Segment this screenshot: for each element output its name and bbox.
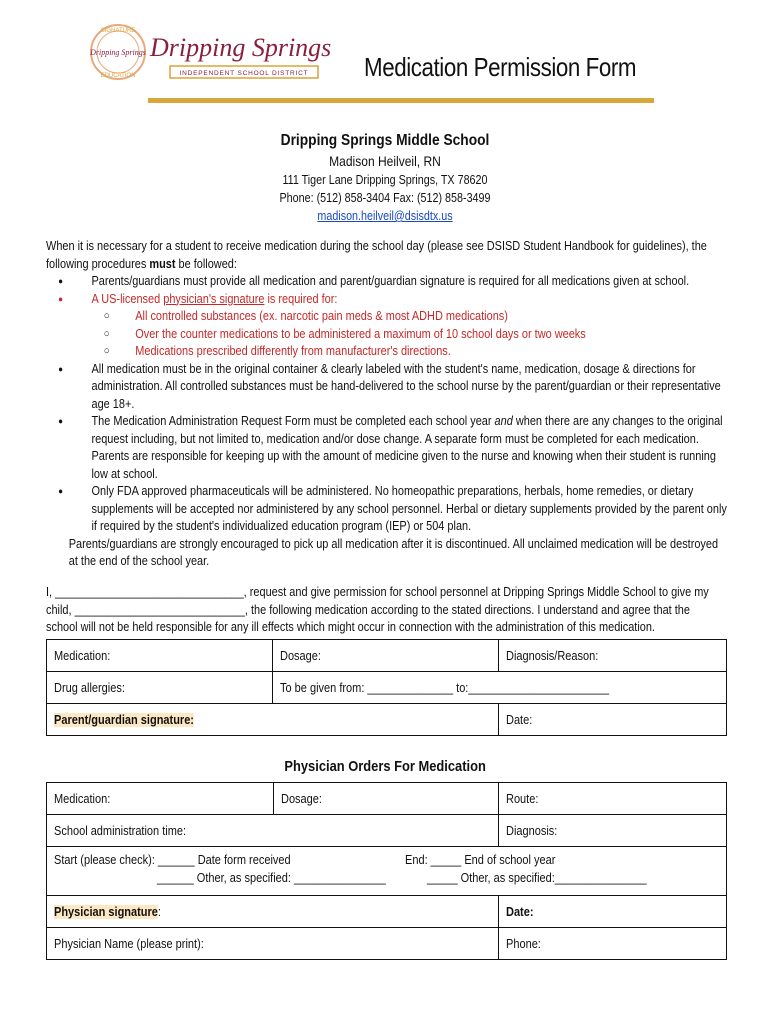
start-line-1: Start (please check): ______ Date form received xyxy=(54,853,291,867)
list-item: ○ Medications prescribed differently from manufacturer's directions. xyxy=(92,343,729,361)
medication-field[interactable]: Medication: xyxy=(47,640,273,672)
end-line-1: End: _____ End of school year xyxy=(405,853,556,867)
parent-medication-table xyxy=(46,639,727,736)
physician-orders-heading: Physician Orders For Medication xyxy=(284,758,486,775)
physician-medication-field[interactable]: Medication: xyxy=(47,783,274,815)
dosage-field[interactable]: Dosage: xyxy=(273,640,499,672)
physician-phone-field[interactable]: Phone: xyxy=(499,928,727,960)
list-item: ● Only FDA approved pharmaceuticals will be administered. No homeopathic preparations, herbals, home remedies, or dietary supplements will be accepted nor administered by any school personnel. Herbal or dietary supplements provided by the parent only if required by the student's individualized education program (IEP) or 504 plan. xyxy=(46,483,729,536)
list-item: ● Parents/guardians must provide all medication and parent/guardian signature is required for all medications given at school. xyxy=(46,273,729,291)
consent-line-1: I, _______________________________, request and give permission for school personnel at Dripping Springs Middle School to give my xyxy=(46,585,709,599)
physician-name-field[interactable]: Physician Name (please print): xyxy=(47,928,499,960)
district-tagline: INDEPENDENT SCHOOL DISTRICT xyxy=(179,70,309,77)
procedures-section xyxy=(46,238,729,571)
seal-ring-top: SIGNATURE xyxy=(100,28,136,34)
title-divider xyxy=(148,98,654,103)
start-end-field[interactable] xyxy=(47,847,727,896)
school-contact-block xyxy=(0,130,770,225)
seal-text: Dripping Springs xyxy=(90,48,146,57)
form-title: Medication Permission Form xyxy=(364,52,637,82)
parent-date-field[interactable]: Date: xyxy=(499,704,727,736)
drug-allergies-field[interactable]: Drug allergies: xyxy=(47,672,273,704)
start-line-2: ______ Other, as specified: _______________ xyxy=(157,871,386,885)
district-name: Dripping Springs xyxy=(150,33,332,62)
intro-paragraph: When it is necessary for a student to receive medication during the school day (please see DSISD Student Handbook for guidelines), the following procedures must be followed: xyxy=(46,239,707,271)
school-address: 111 Tiger Lane Dripping Springs, TX 78620 xyxy=(282,173,488,187)
list-item: ○ Over the counter medications to be administered a maximum of 10 school days or two weeks xyxy=(92,326,729,344)
list-item: ● All medication must be in the original container & clearly labeled with the student's name, medication, dosage & directions for administration. All controlled substances must be hand-delivered to the school nurse by the parent/guardian or their representative age 18+. xyxy=(46,361,729,414)
list-item: ● The Medication Administration Request Form must be completed each school year and when there are any changes to the original request including, but not limited to, medication and/or dose change. A separate form must be completed for each medication. Parents are responsible for keeping up with the amount of medicine given to the nurse and knowing when their student is running low at school. xyxy=(46,413,729,483)
closing-paragraph: Parents/guardians are strongly encouraged to pick up all medication after it is discontinued. All unclaimed medication will be destroyed at the end of the school year. xyxy=(68,536,719,568)
list-item: ○ All controlled substances (ex. narcotic pain meds & most ADHD medications) xyxy=(92,308,729,326)
parent-signature-field[interactable]: Parent/guardian signature: xyxy=(47,704,499,736)
consent-line-2: child, ____________________________, the following medication according to the stated directions. I understand and agree that the xyxy=(46,602,690,617)
physician-dosage-field[interactable]: Dosage: xyxy=(273,783,499,815)
diagnosis-reason-field[interactable]: Diagnosis/Reason: xyxy=(499,640,727,672)
consent-line-3: school will not be held responsible for any ill effects which might occur in connection with the administration of this medication. xyxy=(46,620,655,634)
physician-signature-field[interactable]: Physician signature: xyxy=(47,896,499,928)
given-from-to-field[interactable]: To be given from: ______________ to:_______________________ xyxy=(273,672,727,704)
physician-orders-table xyxy=(46,782,727,960)
district-logo xyxy=(88,18,338,86)
nurse-name: Madison Heilveil, RN xyxy=(329,153,441,169)
procedures-list xyxy=(46,273,729,536)
admin-time-field[interactable]: School administration time: xyxy=(47,815,499,847)
end-line-2: _____ Other, as specified:_______________ xyxy=(427,871,647,885)
list-item: ● A US-licensed physician's signature is required for: ○ All controlled substances (ex. narcotic pain meds & most ADHD medications) ○ Over the counter medications to be administered a maximum of 10 school days or two weeks ○ Medications prescribed differently from manufacturer's directions. xyxy=(46,291,729,361)
physician-required-list xyxy=(92,308,729,361)
physician-signature-link: physician's signature xyxy=(163,291,265,306)
email-link[interactable]: madison.heilveil@dsisdtx.us xyxy=(317,209,453,223)
school-name: Dripping Springs Middle School xyxy=(280,132,490,149)
consent-statement xyxy=(46,584,729,637)
phone-fax: Phone: (512) 858-3404 Fax: (512) 858-3499 xyxy=(279,191,491,205)
physician-diagnosis-field[interactable]: Diagnosis: xyxy=(499,815,727,847)
physician-date-field[interactable]: Date: xyxy=(499,896,727,928)
route-field[interactable]: Route: xyxy=(499,783,727,815)
seal-ring-bottom: EDUCATION xyxy=(100,73,136,79)
